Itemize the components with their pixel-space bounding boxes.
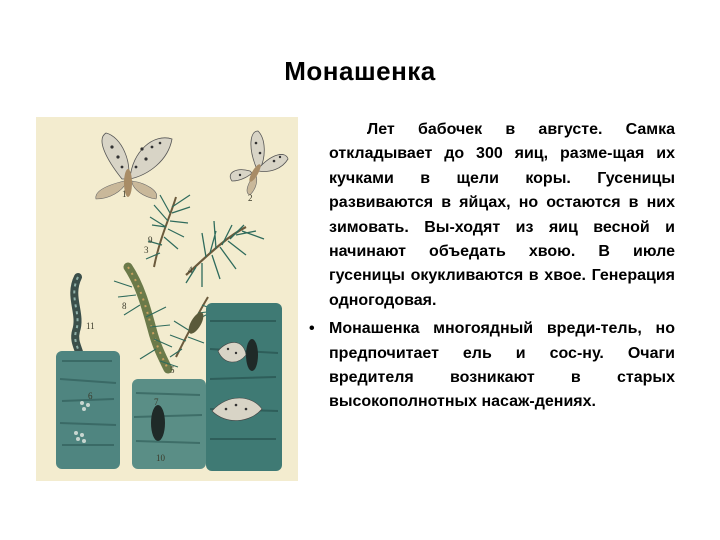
bullet-marker: • [309, 320, 315, 338]
moth-figure-1 [96, 133, 172, 199]
illustration-plate [36, 117, 298, 481]
figure-number: 2 [248, 193, 253, 203]
nun-moth-illustration [36, 117, 298, 481]
figure-number: 4 [188, 265, 193, 275]
figure-number: 7 [154, 397, 159, 407]
host-paragraph: Монашенка многоядный вреди-тель, но предпочитает ель и сос-ну. Очаги вредителя возникают в старых высокополнотных насаж-дениях. [329, 320, 675, 411]
bark-piece-11 [206, 303, 282, 471]
pine-twig-3 [146, 195, 190, 267]
figure-number: 5 [170, 365, 175, 375]
figure-number: 10 [156, 453, 165, 463]
figure-number: 9 [148, 235, 153, 245]
figure-number: 8 [122, 301, 127, 311]
figure-number: 6 [88, 391, 93, 401]
moth-figure-2 [230, 131, 288, 195]
bark-piece-9 [56, 351, 120, 469]
figure-number: 1 [122, 189, 127, 199]
slide-title: Монашенка [284, 56, 436, 86]
biology-paragraph: Лет бабочек в августе. Самка откладывает до 300 яиц, разме-щая их кучками в щели коры. Гусеницы развиваются в яйцах, но остаются в них зимовать. Вы-ходят из яиц весной и начинают объедать хвою. В июле гусеницы окукливаются в хвое. Генерация одногодовая. [329, 121, 675, 309]
bark-piece-10 [132, 379, 206, 469]
figure-number: 11 [86, 321, 95, 331]
bullet-item [309, 317, 675, 415]
figure-number: 3 [144, 245, 149, 255]
pine-branch-4 [186, 221, 264, 287]
slide-body [309, 118, 675, 415]
